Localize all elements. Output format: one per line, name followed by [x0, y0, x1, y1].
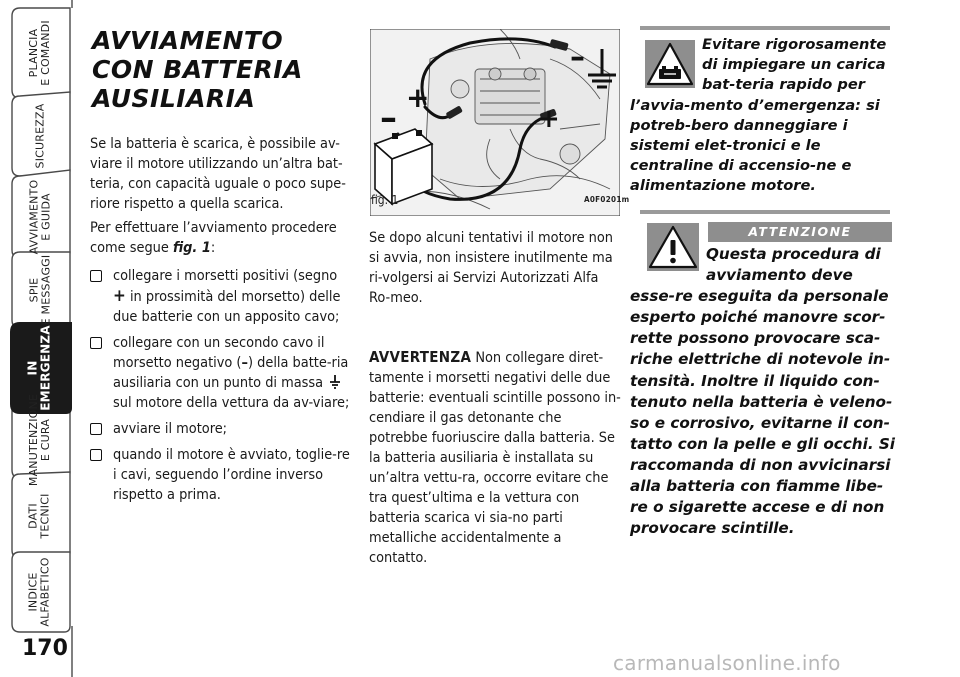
section-title-line: CON BATTERIA: [92, 55, 303, 84]
step-text: quando il motore è avviato, toglie-re i cavi, seguendo l’ordine inverso rispetto a prima.: [113, 447, 350, 503]
ground-icon: [329, 375, 341, 389]
checkbox-bullet-icon: [90, 449, 102, 461]
figure-plus-label: +: [406, 81, 430, 114]
tab-avviamento-e-guida[interactable]: AVVIAMENTO E GUIDA: [27, 179, 52, 255]
figure-minus-label: –: [380, 98, 397, 138]
figure-ground-minus: –: [570, 40, 585, 75]
section-title-line: AUSILIARIA: [92, 84, 256, 113]
section-title: [92, 26, 352, 113]
charger-warning-text: [630, 35, 896, 197]
figure-code: A0F0201m: [584, 195, 630, 204]
minus-symbol: –: [241, 355, 248, 371]
procedure-intro-text: Per effettuare l’avviamento procedere come segue: [90, 220, 337, 256]
divider-rule: [640, 210, 890, 214]
procedure-step: [90, 266, 352, 327]
step-text: ) della batte-ria ausiliaria con un punto di massa: [113, 355, 349, 391]
step-text: avviare il motore;: [113, 421, 228, 437]
attention-body: Questa procedura di avviamento deve esse-re eseguita da personale esperto poiché manovre scor-rette possono provocare sca-riche elettriche di notevole in-tensità. Inoltre il liquido con-tenuto nella batteria è veleno-so e corrosivo, evitarne il con-tatto con la pelle e gli occhi. Si raccomanda di non avvicinarsi alla batteria con fiamme libe-re o sigarette accese e di non provocare scintille.: [630, 245, 896, 538]
page-number: 170: [22, 636, 68, 661]
attention-heading: ATTENZIONE: [708, 222, 892, 242]
tab-spie-e-messaggi[interactable]: SPIE E MESSAGGI: [27, 254, 52, 326]
step-text: collegare i morsetti positivi (segno: [113, 268, 338, 284]
avvertenza-paragraph: [369, 347, 621, 568]
figure-plus-label-2: +: [538, 104, 560, 134]
intro-paragraph: Se la batteria è scarica, è possibile av-viare il motore utilizzando un’altra bat-teria, con capacità uguale o poco supe-riore rispetto a quella scarica.: [90, 136, 346, 212]
checkbox-bullet-icon: [90, 423, 102, 435]
assistance-note: Se dopo alcuni tentativi il motore non si avvia, non insistere inutilmente ma ri-volgersi ai Servizi Autorizzati Alfa Ro-meo.: [369, 230, 614, 306]
figure-reference: fig. 1: [172, 240, 211, 256]
main-text-column: [90, 26, 352, 503]
section-title-line: AVVIAMENTO: [92, 26, 284, 55]
procedure-intro-colon: :: [210, 240, 216, 256]
checkbox-bullet-icon: [90, 270, 102, 282]
tab-manutenzione-e-cura[interactable]: MANUTENZIONE E CURA: [27, 393, 52, 487]
procedure-step: [90, 419, 352, 439]
avvertenza-label: AVVERTENZA: [369, 348, 472, 366]
checkbox-bullet-icon: [90, 337, 102, 349]
attention-text: [630, 244, 896, 539]
procedure-steps: [90, 266, 352, 511]
tab-dati-tecnici[interactable]: DATI TECNICI: [27, 493, 52, 539]
jump-start-figure: [370, 29, 620, 216]
tab-in-emergenza[interactable]: IN EMERGENZA: [26, 325, 53, 411]
figure-caption: fig. 1: [371, 193, 399, 207]
procedure-step: [90, 333, 352, 413]
step-text: collegare con un secondo cavo il morsetto negativo (: [113, 335, 325, 371]
divider-rule: [640, 26, 890, 30]
tab-indice-alfabetico[interactable]: INDICE ALFABETICO: [26, 557, 52, 627]
procedure-intro-paragraph: [90, 218, 352, 258]
charger-warning-body: Evitare rigorosamente di impiegare un carica bat-teria rapido per l’avvia-mento d’emergenza: si potreb-bero danneggiare i sistemi elet-tronici e le centraline di accensio-ne e alimentazione motore.: [630, 36, 887, 195]
tab-plancia-e-comandi[interactable]: PLANCIA E COMANDI: [26, 20, 52, 86]
step-text: in prossimità del morsetto) delle due batterie con un apposito cavo;: [113, 289, 341, 325]
plus-symbol: +: [113, 286, 126, 306]
procedure-step: [90, 445, 352, 505]
chapter-sidebar: [0, 0, 82, 677]
avvertenza-text: Non collegare diret-tamente i morsetti negativi delle due batterie: eventuali scintille possono in-cendiare il gas detonante che potrebbe fuoriuscire dalla batteria. Se la batteria ausiliaria è installata su un’altra vettu-ra, occorre evitare che tra quest’ultima e la vettura con batteria scarica vi sia-no parti metalliche accidentalmente a contatto.: [369, 350, 621, 566]
watermark-text: carmanualsonline.info: [613, 651, 841, 675]
step-text: sul motore della vettura da av-viare;: [113, 395, 350, 411]
tab-sicurezza[interactable]: SICUREZZA: [32, 103, 46, 169]
